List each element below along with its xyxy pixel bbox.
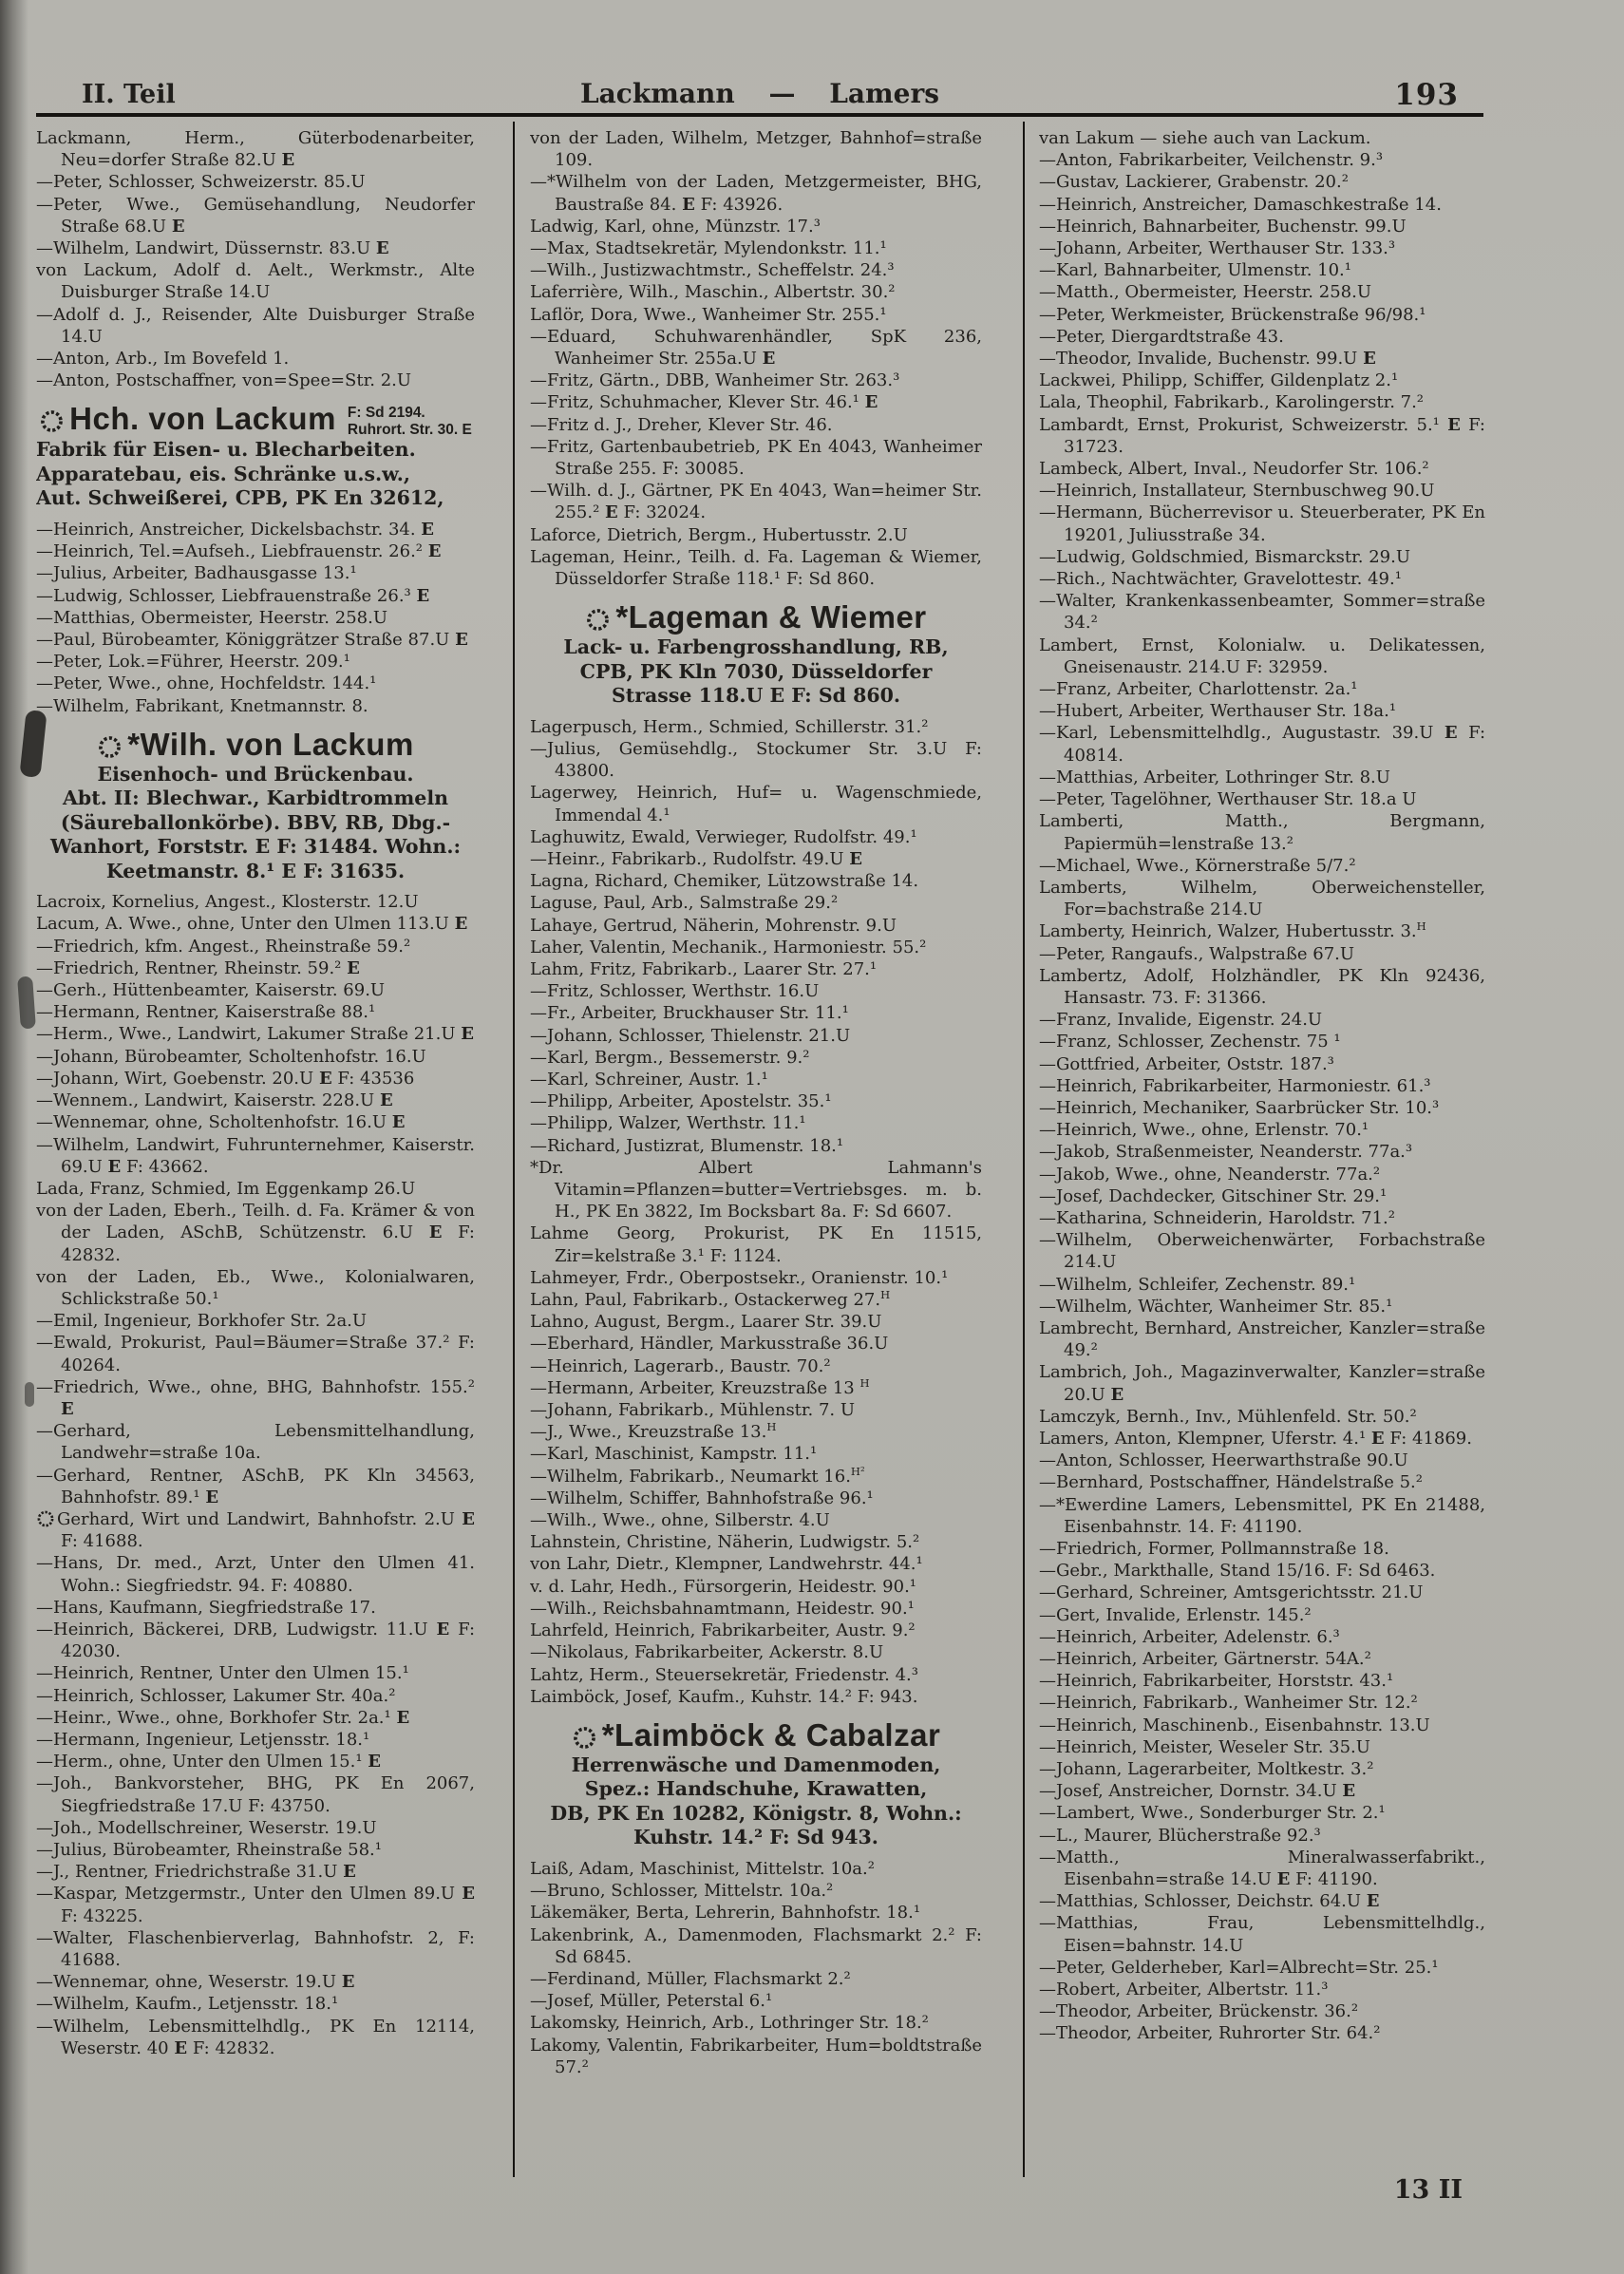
directory-entry: Lambertz, Adolf, Holzhändler, PK Kln 92436, Hansastr. 73. F: 31366. bbox=[1039, 965, 1485, 1008]
directory-entry: —Peter, Wwe., Gemüsehandlung, Neudorfer Straße 68.U E bbox=[36, 194, 475, 237]
directory-entry: —Hermann, Bücherrevisor u. Steuerberater, PK En 19201, Juliusstraße 34. bbox=[1039, 502, 1485, 545]
directory-entry: —Heinrich, Anstreicher, Dickelsbachstr. 34. E bbox=[36, 519, 435, 540]
directory-entry: —Peter, Wwe., ohne, Hochfeldstr. 144.¹ bbox=[36, 673, 377, 694]
directory-entry: —Heinrich, Rentner, Unter den Ulmen 15.¹ bbox=[36, 1663, 409, 1684]
directory-entry: Lahn, Paul, Fabrikarb., Ostackerweg 27.$^H$ bbox=[530, 1288, 891, 1311]
directory-entry: Lahm, Fritz, Fabrikarb., Laarer Str. 27.¹ bbox=[530, 959, 878, 979]
directory-entry: —Julius, Arbeiter, Badhausgasse 13.¹ bbox=[36, 563, 357, 584]
advertisement-block bbox=[36, 401, 475, 511]
advertisement-block bbox=[36, 727, 475, 884]
directory-entry: —Theodor, Arbeiter, Ruhrorter Str. 64.² bbox=[1039, 2023, 1381, 2044]
directory-entry: —Theodor, Invalide, Buchenstr. 99.U E bbox=[1039, 349, 1376, 370]
directory-entry: —Johann, Fabrikarb., Mühlenstr. 7. U bbox=[530, 1400, 856, 1421]
directory-entry: von der Laden, Eb., Wwe., Kolonialwaren, Schlickstraße 50.¹ bbox=[36, 1266, 475, 1309]
directory-entry: —Fritz, Gartenbaubetrieb, PK En 4043, Wanheimer Straße 255. F: 30085. bbox=[530, 436, 982, 480]
directory-entry: Läkemäker, Berta, Lehrerin, Bahnhofstr. 18.¹ bbox=[530, 1903, 921, 1923]
directory-entry: —Kaspar, Metzgermstr., Unter den Ulmen 89.U E F: 43225. bbox=[36, 1884, 475, 1926]
directory-entry: —Paul, Bürobeamter, Königgrätzer Straße 87.U E bbox=[36, 629, 468, 650]
directory-entry: —Heinrich, Arbeiter, Gärtnerstr. 54A.² bbox=[1039, 1649, 1371, 1670]
directory-entry: —Wilhelm, Wächter, Wanheimer Str. 85.¹ bbox=[1039, 1296, 1393, 1317]
directory-entry: —Friedrich, kfm. Angest., Rheinstraße 59.² bbox=[36, 936, 411, 957]
directory-entry: —Josef, Müller, Peterstal 6.¹ bbox=[530, 1991, 773, 2012]
directory-entry: —Heinrich, Tel.=Aufseh., Liebfrauenstr. 26.² E bbox=[36, 541, 442, 562]
directory-entry: —Ludwig, Goldschmied, Bismarckstr. 29.U bbox=[1039, 546, 1410, 567]
directory-entry: —Peter, Diergardtstraße 43. bbox=[1039, 326, 1284, 347]
advertisement-title: Hch. von Lackum bbox=[39, 401, 336, 437]
directory-entry: —Wilhelm, Fabrikant, Knetmannstr. 8. bbox=[36, 695, 368, 716]
column-3 bbox=[1039, 127, 1485, 2217]
directory-entry: —Wilhelm, Lebensmittelhdlg., PK En 12114, Weserstr. 40 E F: 42832. bbox=[36, 2016, 475, 2058]
header-section-label: II. Teil bbox=[82, 80, 176, 109]
advertisement-title: *Wilh. von Lackum bbox=[97, 727, 414, 763]
directory-entry: —Katharina, Schneiderin, Haroldstr. 71.² bbox=[1039, 1207, 1395, 1228]
directory-entry: —Hermann, Rentner, Kaiserstraße 88.¹ bbox=[36, 1002, 376, 1023]
directory-entry: —Peter, Tagelöhner, Werthauser Str. 18.a U bbox=[1039, 789, 1417, 810]
directory-entry: —Adolf d. J., Reisender, Alte Duisburger Straße 14.U bbox=[36, 304, 475, 347]
directory-entry: —Anton, Fabrikarbeiter, Veilchenstr. 9.³ bbox=[1039, 150, 1384, 171]
directory-entry: Lambardt, Ernst, Prokurist, Schweizerstr. 5.¹ E F: 31723. bbox=[1039, 414, 1485, 457]
directory-entry: von Lahr, Dietr., Klempner, Landwehrstr. 44.¹ bbox=[530, 1554, 923, 1575]
directory-entry: *Dr. Albert Lahmann's Vitamin=Pflanzen=butter=Vertriebsges. m. b. H., PK En 3822, Im Bocksbart 8a. F: Sd 6607. bbox=[530, 1157, 982, 1222]
directory-entry: —Friedrich, Rentner, Rheinstr. 59.² E bbox=[36, 957, 360, 978]
directory-entry: —Franz, Invalide, Eigenstr. 24.U bbox=[1039, 1010, 1323, 1031]
directory-entry: —Fritz, Schlosser, Werthstr. 16.U bbox=[530, 981, 820, 1002]
directory-entry: Lackwei, Philipp, Schiffer, Gildenplatz 2.¹ bbox=[1039, 370, 1399, 391]
directory-entry: —Fritz d. J., Dreher, Klever Str. 46. bbox=[530, 414, 833, 435]
directory-entry: Lahrfeld, Heinrich, Fabrikarbeiter, Austr. 9.² bbox=[530, 1620, 916, 1641]
directory-entry: Lagerwey, Heinrich, Huf= u. Wagenschmiede, Immendal 4.¹ bbox=[530, 783, 982, 825]
printers-signature: 13 II bbox=[1393, 2175, 1463, 2205]
directory-entry: —Lambert, Wwe., Sonderburger Str. 2.¹ bbox=[1039, 1803, 1386, 1824]
directory-entry: —Wilhelm, Landwirt, Düssernstr. 83.U E bbox=[36, 238, 389, 259]
directory-entry: —Theodor, Arbeiter, Brückenstr. 36.² bbox=[1039, 2001, 1359, 2022]
directory-entry: —Heinrich, Meister, Weseler Str. 35.U bbox=[1039, 1736, 1370, 1757]
directory-entry: —Matth., Mineralwasserfabrikt., Eisenbahn=straße 14.U E F: 41190. bbox=[1039, 1847, 1485, 1890]
directory-entry: —Richard, Justizrat, Blumenstr. 18.¹ bbox=[530, 1135, 844, 1156]
directory-entry: Lahaye, Gertrud, Näherin, Mohrenstr. 9.U bbox=[530, 915, 897, 936]
wreath-icon bbox=[572, 1725, 597, 1751]
directory-entry: —Peter, Schlosser, Schweizerstr. 85.U bbox=[36, 172, 366, 193]
directory-entry: van Lakum — siehe auch van Lackum. bbox=[1039, 128, 1371, 148]
directory-entry: —Fritz, Schuhmacher, Klever Str. 46.¹ E bbox=[530, 392, 878, 413]
directory-entry: Ladwig, Karl, ohne, Münzstr. 17.³ bbox=[530, 216, 821, 237]
directory-entry: —Heinrich, Fabrikarbeiter, Harmoniestr. 61.³ bbox=[1039, 1075, 1431, 1096]
directory-entry: —Anton, Postschaffner, von=Spee=Str. 2.U bbox=[36, 370, 412, 391]
directory-entry: —Heinrich, Bahnarbeiter, Buchenstr. 99.U bbox=[1039, 216, 1407, 237]
directory-entry: Lackmann, Herm., Güterbodenarbeiter, Neu=dorfer Straße 82.U E bbox=[36, 128, 475, 171]
directory-entry: —Wilh., Reichsbahnamtmann, Heidestr. 90.¹ bbox=[530, 1598, 915, 1619]
directory-entry: —L., Maurer, Blücherstraße 92.³ bbox=[1039, 1825, 1321, 1846]
directory-entry: —Gustav, Lackierer, Grabenstr. 20.² bbox=[1039, 172, 1349, 193]
column-2 bbox=[530, 127, 982, 2217]
directory-entry: —Eduard, Schuhwarenhändler, SpK 236, Wanheimer Str. 255a.U E bbox=[530, 326, 982, 370]
directory-entry: —Michael, Wwe., Körnerstraße 5/7.² bbox=[1039, 855, 1356, 876]
directory-entry: —Joh., Bankvorsteher, BHG, PK En 2067, Siegfriedstraße 17.U F: 43750. bbox=[36, 1773, 475, 1816]
directory-entry: Lahmeyer, Frdr., Oberpostsekr., Oranienstr. 10.¹ bbox=[530, 1267, 949, 1288]
directory-entry: Lagna, Richard, Chemiker, Lützowstraße 14. bbox=[530, 871, 919, 892]
directory-entry: Lamczyk, Bernh., Inv., Mühlenfeld. Str. 50.² bbox=[1039, 1406, 1417, 1427]
directory-entry: —Wennem., Landwirt, Kaiserstr. 228.U E bbox=[36, 1090, 393, 1111]
directory-entry: Lakomsky, Heinrich, Arb., Lothringer Str. 18.² bbox=[530, 2013, 929, 2034]
directory-entry: —Fr., Arbeiter, Bruckhauser Str. 11.¹ bbox=[530, 1003, 849, 1024]
directory-entry: —Eberhard, Händler, Markusstraße 36.U bbox=[530, 1334, 889, 1355]
ink-blot bbox=[17, 976, 36, 1030]
advertisement-block bbox=[530, 1717, 982, 1850]
directory-entry: —Peter, Werkmeister, Brückenstraße 96/98.¹ bbox=[1039, 304, 1426, 325]
directory-entry: —Robert, Arbeiter, Albertstr. 11.³ bbox=[1039, 1980, 1329, 2000]
directory-entry: —Josef, Dachdecker, Gitschiner Str. 29.¹ bbox=[1039, 1185, 1388, 1206]
directory-entry: —Matthias, Schlosser, Deichstr. 64.U E bbox=[1039, 1891, 1380, 1912]
directory-entry: Lacum, A. Wwe., ohne, Unter den Ulmen 113.U E bbox=[36, 914, 468, 935]
directory-entry: Lamers, Anton, Klempner, Uferstr. 4.¹ E F: 41869. bbox=[1039, 1428, 1472, 1449]
directory-entry: Lahme Georg, Prokurist, PK En 11515, Zir=kelstraße 3.¹ F: 1124. bbox=[530, 1223, 982, 1266]
directory-entry: Lamberts, Wilhelm, Oberweichensteller, For=bachstraße 214.U bbox=[1039, 877, 1485, 920]
directory-entry: —Gerh., Hüttenbeamter, Kaiserstr. 69.U bbox=[36, 980, 386, 1001]
directory-entry: v. d. Lahr, Hedh., Fürsorgerin, Heidestr. 90.¹ bbox=[530, 1576, 917, 1597]
directory-entry: Lakenbrink, A., Damenmoden, Flachsmarkt 2.² F: Sd 6845. bbox=[530, 1924, 982, 1967]
directory-entry: —Johann, Arbeiter, Werthauser Str. 133.³ bbox=[1039, 238, 1396, 259]
book-spine-shadow bbox=[0, 0, 28, 2274]
directory-entry: —Heinrich, Installateur, Sternbuschweg 90.U bbox=[1039, 481, 1435, 502]
directory-entry: —Friedrich, Former, Pollmannstraße 18. bbox=[1039, 1539, 1389, 1559]
directory-entry: —Jakob, Straßenmeister, Neanderstr. 77a.³ bbox=[1039, 1142, 1413, 1163]
directory-entry: —Gerhard, Lebensmittelhandlung, Landwehr=straße 10a. bbox=[36, 1421, 475, 1464]
wreath-icon bbox=[97, 734, 123, 760]
directory-entry: —Heinr., Wwe., ohne, Borkhofer Str. 2a.¹ E bbox=[36, 1707, 410, 1728]
directory-entry: —Walter, Krankenkassenbeamter, Sommer=straße 34.² bbox=[1039, 591, 1485, 634]
advertisement-title: *Laimböck & Cabalzar bbox=[572, 1717, 941, 1753]
directory-entry: —Wilhelm, Schleifer, Zechenstr. 89.¹ bbox=[1039, 1274, 1356, 1295]
directory-entry: —Friedrich, Wwe., ohne, BHG, Bahnhofstr. 155.² E bbox=[36, 1376, 475, 1419]
advertisement-text: Herrenwäsche und Damenmoden, Spez.: Handschuhe, Krawatten, DB, PK En 10282, Königstr. 8, Wohn.: Kuhstr. 14.² F: Sd 943. bbox=[550, 1753, 962, 1849]
directory-entry: —Heinrich, Schlosser, Lakumer Str. 40a.² bbox=[36, 1685, 396, 1706]
column-1 bbox=[36, 127, 475, 2217]
directory-entry: —*Ewerdine Lamers, Lebensmittel, PK En 21488, Eisenbahnstr. 14. F: 41190. bbox=[1039, 1494, 1485, 1537]
directory-entry: Lamberti, Matth., Bergmann, Papiermüh=lenstraße 13.² bbox=[1039, 811, 1485, 854]
directory-entry: —Karl, Bahnarbeiter, Ulmenstr. 10.¹ bbox=[1039, 260, 1351, 281]
directory-entry: —Wennemar, ohne, Scholtenhofstr. 16.U E bbox=[36, 1112, 406, 1133]
directory-entry: —Heinrich, Fabrikarb., Wanheimer Str. 12.² bbox=[1039, 1693, 1418, 1714]
advertisement-text: Lack- u. Farbengrosshandlung, RB, CPB, PK Kln 7030, Düsseldorfer Strasse 118.U E F: Sd 860. bbox=[563, 635, 949, 708]
directory-entry: Laflör, Dora, Wwe., Wanheimer Str. 255.¹ bbox=[530, 304, 887, 325]
directory-entry: Lahno, August, Bergm., Laarer Str. 39.U bbox=[530, 1312, 882, 1333]
directory-entry: —Heinrich, Lagerarb., Baustr. 70.² bbox=[530, 1355, 831, 1376]
directory-entry: —Herm., Wwe., Landwirt, Lakumer Straße 21.U E bbox=[36, 1024, 474, 1045]
directory-entry: —Max, Stadtsekretär, Mylendonkstr. 11.¹ bbox=[530, 238, 887, 259]
directory-entry: —Julius, Gemüsehdlg., Stockumer Str. 3.U F: 43800. bbox=[530, 738, 982, 782]
advertisement-text: Eisenhoch- und Brückenbau. Abt. II: Blechwar., Karbidtrommeln (Säureballonkörbe). BBV, RB, Dbg.- Wanhort, Forststr. E F: 31484. Wohn.: Keetmanstr. 8.¹ E F: 31635. bbox=[49, 762, 462, 882]
ink-blot bbox=[25, 1382, 34, 1407]
directory-entry: —Wennemar, ohne, Weserstr. 19.U E bbox=[36, 1972, 355, 1993]
directory-entry: Laimböck, Josef, Kaufm., Kuhstr. 14.² F: 943. bbox=[530, 1686, 918, 1707]
directory-entry: —Hubert, Arbeiter, Werthauser Str. 18a.¹ bbox=[1039, 701, 1397, 722]
directory-entry: Lahtz, Herm., Steuersekretär, Friedenstr. 4.³ bbox=[530, 1664, 918, 1685]
wreath-icon bbox=[36, 1509, 55, 1528]
directory-entry: —Wilhelm, Oberweichenwärter, Forbachstraße 214.U bbox=[1039, 1230, 1485, 1273]
directory-entry: von der Laden, Wilhelm, Metzger, Bahnhof=straße 109. bbox=[530, 128, 982, 171]
directory-entry: —Wilh., Justizwachtmstr., Scheffelstr. 24.³ bbox=[530, 260, 895, 281]
directory-entry: Lambrecht, Bernhard, Anstreicher, Kanzler=straße 49.² bbox=[1039, 1317, 1485, 1361]
directory-entry: —Philipp, Walzer, Werthstr. 11.¹ bbox=[530, 1113, 806, 1134]
column-divider bbox=[1023, 122, 1025, 2177]
directory-entry: —Wilh. d. J., Gärtner, PK En 4043, Wan=heimer Str. 255.² E F: 32024. bbox=[530, 481, 982, 523]
directory-entry: —Fritz, Gärtn., DBB, Wanheimer Str. 263.³ bbox=[530, 370, 900, 391]
directory-entry: Lada, Franz, Schmied, Im Eggenkamp 26.U bbox=[36, 1178, 416, 1199]
directory-entry: —Nikolaus, Fabrikarbeiter, Ackerstr. 8.U bbox=[530, 1642, 884, 1663]
directory-entry: —Gerhard, Rentner, ASchB, PK Kln 34563, Bahnhofstr. 89.¹ E bbox=[36, 1465, 475, 1507]
directory-entry: von der Laden, Eberh., Teilh. d. Fa. Krämer & von der Laden, ASchB, Schützenstr. 6.U E F: 42832. bbox=[36, 1201, 475, 1265]
directory-entry: —Johann, Bürobeamter, Scholtenhofstr. 16.U bbox=[36, 1046, 426, 1067]
directory-entry: Lala, Theophil, Fabrikarb., Karolingerstr. 7.² bbox=[1039, 392, 1425, 413]
directory-entry: —Wilhelm, Landwirt, Fuhrunternehmer, Kaiserstr. 69.U E F: 43662. bbox=[36, 1134, 475, 1177]
directory-entry: —Peter, Lok.=Führer, Heerstr. 209.¹ bbox=[36, 652, 350, 673]
directory-entry: —Gottfried, Arbeiter, Oststr. 187.³ bbox=[1039, 1053, 1334, 1074]
directory-entry: —Julius, Bürobeamter, Rheinstraße 58.¹ bbox=[36, 1840, 382, 1860]
directory-entry: Gerhard, Wirt und Landwirt, Bahnhofstr. 2.U E F: 41688. bbox=[36, 1508, 475, 1552]
directory-entry: —Gerhard, Schreiner, Amtsgerichtsstr. 21.U bbox=[1039, 1582, 1424, 1603]
directory-entry: Lakomy, Valentin, Fabrikarbeiter, Hum=boldtstraße 57.² bbox=[530, 2035, 982, 2077]
directory-entry: —Herm., ohne, Unter den Ulmen 15.¹ E bbox=[36, 1752, 382, 1772]
directory-entry: —Emil, Ingenieur, Borkhofer Str. 2a.U bbox=[36, 1311, 368, 1332]
directory-entry: —Heinr., Fabrikarb., Rudolfstr. 49.U E bbox=[530, 848, 863, 869]
directory-entry: —Anton, Arb., Im Bovefeld 1. bbox=[36, 349, 290, 370]
wreath-icon bbox=[585, 607, 611, 633]
directory-entry: —Anton, Schlosser, Heerwarthstraße 90.U bbox=[1039, 1450, 1408, 1471]
directory-entry: —Heinrich, Mechaniker, Saarbrücker Str. 10.³ bbox=[1039, 1097, 1440, 1118]
directory-entry: Lambrich, Joh., Magazinverwalter, Kanzler=straße 20.U E bbox=[1039, 1362, 1485, 1405]
directory-entry: —Ferdinand, Müller, Flachsmarkt 2.² bbox=[530, 1968, 851, 1989]
column-divider bbox=[513, 122, 515, 2177]
directory-entry: —Wilhelm, Schiffer, Bahnhofstraße 96.¹ bbox=[530, 1488, 874, 1508]
directory-entry: Lamberty, Heinrich, Walzer, Hubertusstr. 3.$^H$ bbox=[1039, 919, 1426, 942]
directory-entry: Lahnstein, Christine, Näherin, Ludwigstr. 5.² bbox=[530, 1532, 920, 1553]
directory-entry: —Rich., Nachtwächter, Gravelottestr. 49.¹ bbox=[1039, 569, 1402, 590]
header-rule bbox=[36, 113, 1483, 117]
directory-entry: —Heinrich, Bäckerei, DRB, Ludwigstr. 11.U E F: 42030. bbox=[36, 1619, 475, 1662]
advertisement-phone-note: F: Sd 2194. Ruhrort. Str. 30. E bbox=[347, 405, 472, 438]
directory-entry: —*Wilhelm von der Laden, Metzgermeister, BHG, Baustraße 84. E F: 43926. bbox=[530, 172, 982, 215]
directory-entry: —Ewald, Prokurist, Paul=Bäumer=Straße 37.² F: 40264. bbox=[36, 1333, 475, 1375]
directory-entry: —Franz, Arbeiter, Charlottenstr. 2a.¹ bbox=[1039, 679, 1358, 700]
directory-entry: —Matthias, Arbeiter, Lothringer Str. 8.U bbox=[1039, 767, 1390, 787]
directory-entry: von Lackum, Adolf d. Aelt., Werkmstr., Alte Duisburger Straße 14.U bbox=[36, 260, 475, 303]
directory-entry: —Wilh., Wwe., ohne, Silberstr. 4.U bbox=[530, 1510, 830, 1531]
directory-entry: —Josef, Anstreicher, Dornstr. 34.U E bbox=[1039, 1781, 1356, 1802]
directory-entry: Lacroix, Kornelius, Angest., Klosterstr. 12.U bbox=[36, 892, 419, 913]
directory-entry: —Heinrich, Maschinenb., Eisenbahnstr. 13.U bbox=[1039, 1715, 1430, 1735]
directory-entry: —Heinrich, Fabrikarbeiter, Horststr. 43.¹ bbox=[1039, 1671, 1394, 1692]
directory-entry: Lagerpusch, Herm., Schmied, Schillerstr. 31.² bbox=[530, 716, 929, 737]
directory-entry: —Gert, Invalide, Erlenstr. 145.² bbox=[1039, 1604, 1312, 1625]
directory-entry: —Wilhelm, Fabrikarb., Neumarkt 16.$^{H^2}$ bbox=[530, 1464, 865, 1487]
directory-entry: —Matthias, Frau, Lebensmittelhdlg., Eisen=bahnstr. 14.U bbox=[1039, 1913, 1485, 1956]
wreath-icon bbox=[39, 408, 65, 434]
directory-entry: Laher, Valentin, Mechanik., Harmoniestr. 55.² bbox=[530, 937, 927, 957]
directory-entry: —Franz, Schlosser, Zechenstr. 75 ¹ bbox=[1039, 1032, 1341, 1052]
directory-entry: —Philipp, Arbeiter, Apostelstr. 35.¹ bbox=[530, 1091, 832, 1112]
directory-entry: —Hermann, Arbeiter, Kreuzstraße 13 $^H$ bbox=[530, 1375, 870, 1398]
directory-entry: —Heinrich, Arbeiter, Adelenstr. 6.³ bbox=[1039, 1626, 1340, 1647]
advertisement-title: *Lageman & Wiemer bbox=[585, 599, 926, 635]
page-number: 193 bbox=[1394, 78, 1459, 112]
directory-entry: Laghuwitz, Ewald, Verwieger, Rudolfstr. 49.¹ bbox=[530, 826, 917, 847]
directory-entry: —Karl, Bergm., Bessemerstr. 9.² bbox=[530, 1047, 810, 1068]
directory-entry: —Karl, Schreiner, Austr. 1.¹ bbox=[530, 1070, 768, 1090]
directory-entry: Lageman, Heinr., Teilh. d. Fa. Lageman & Wiemer, Düsseldorfer Straße 118.¹ F: Sd 860. bbox=[530, 546, 982, 590]
directory-entry: —Karl, Maschinist, Kampstr. 11.¹ bbox=[530, 1444, 818, 1465]
directory-entry: —Peter, Rangaufs., Walpstraße 67.U bbox=[1039, 943, 1355, 964]
directory-entry: —Johann, Lagerarbeiter, Moltkestr. 3.² bbox=[1039, 1759, 1374, 1780]
directory-entry: —Heinrich, Anstreicher, Damaschkestraße 14. bbox=[1039, 194, 1442, 215]
directory-entry: —Jakob, Wwe., ohne, Neanderstr. 77a.² bbox=[1039, 1164, 1381, 1184]
directory-entry: —Bruno, Schlosser, Mittelstr. 10a.² bbox=[530, 1881, 834, 1902]
directory-entry: —Karl, Lebensmittelhdlg., Augustastr. 39.U E F: 40814. bbox=[1039, 723, 1485, 766]
directory-entry: —Johann, Schlosser, Thielenstr. 21.U bbox=[530, 1025, 851, 1046]
directory-entry: —Peter, Gelderheber, Karl=Albrecht=Str. 25.¹ bbox=[1039, 1957, 1439, 1978]
directory-entry: —Hermann, Ingenieur, Letjensstr. 18.¹ bbox=[36, 1729, 370, 1750]
advertisement-block bbox=[530, 599, 982, 709]
directory-entry: Lambert, Ernst, Kolonialw. u. Delikatessen, Gneisenaustr. 214.U F: 32959. bbox=[1039, 635, 1485, 677]
directory-entry: Laferrière, Wilh., Maschin., Albertstr. 30.² bbox=[530, 282, 896, 303]
directory-entry: —Heinrich, Wwe., ohne, Erlenstr. 70.¹ bbox=[1039, 1120, 1369, 1141]
directory-entry: —Matth., Obermeister, Heerstr. 258.U bbox=[1039, 282, 1371, 303]
directory-entry: —Hans, Dr. med., Arzt, Unter den Ulmen 41. Wohn.: Siegfriedstr. 94. F: 40880. bbox=[36, 1553, 475, 1596]
directory-entry: Laforce, Dietrich, Bergm., Hubertusstr. 2.U bbox=[530, 524, 908, 545]
directory-entry: —J., Wwe., Kreuzstraße 13.$^H$ bbox=[530, 1420, 777, 1443]
directory-entry: —Bernhard, Postschaffner, Händelstraße 5.² bbox=[1039, 1472, 1423, 1493]
directory-entry: —Joh., Modellschreiner, Weserstr. 19.U bbox=[36, 1817, 377, 1838]
directory-entry: —Matthias, Obermeister, Heerstr. 258.U bbox=[36, 607, 387, 628]
directory-entry: Laguse, Paul, Arb., Salmstraße 29.² bbox=[530, 893, 839, 914]
directory-entry: —J., Rentner, Friedrichstraße 31.U E bbox=[36, 1862, 356, 1883]
directory-entry: —Ludwig, Schlosser, Liebfrauenstraße 26.³ E bbox=[36, 585, 430, 606]
directory-entry: Laiß, Adam, Maschinist, Mittelstr. 10a.² bbox=[530, 1858, 875, 1879]
advertisement-text: Fabrik für Eisen- u. Blecharbeiten. Apparatebau, eis. Schränke u.s.w., Aut. Schweißerei, CPB, PK En 32612, bbox=[36, 438, 444, 510]
directory-entry: —Walter, Flaschenbierverlag, Bahnhofstr. 2, F: 41688. bbox=[36, 1927, 475, 1971]
header-guide-words: Lackmann — Lamers bbox=[579, 78, 940, 109]
directory-entry: —Johann, Wirt, Goebenstr. 20.U E F: 43536 bbox=[36, 1068, 415, 1089]
directory-entry: —Wilhelm, Kaufm., Letjensstr. 18.¹ bbox=[36, 1994, 339, 2015]
directory-entry: —Hans, Kaufmann, Siegfriedstraße 17. bbox=[36, 1597, 376, 1618]
directory-entry: —Gebr., Markthalle, Stand 15/16. F: Sd 6463. bbox=[1039, 1561, 1436, 1582]
directory-entry: Lambeck, Albert, Inval., Neudorfer Str. 106.² bbox=[1039, 459, 1429, 480]
